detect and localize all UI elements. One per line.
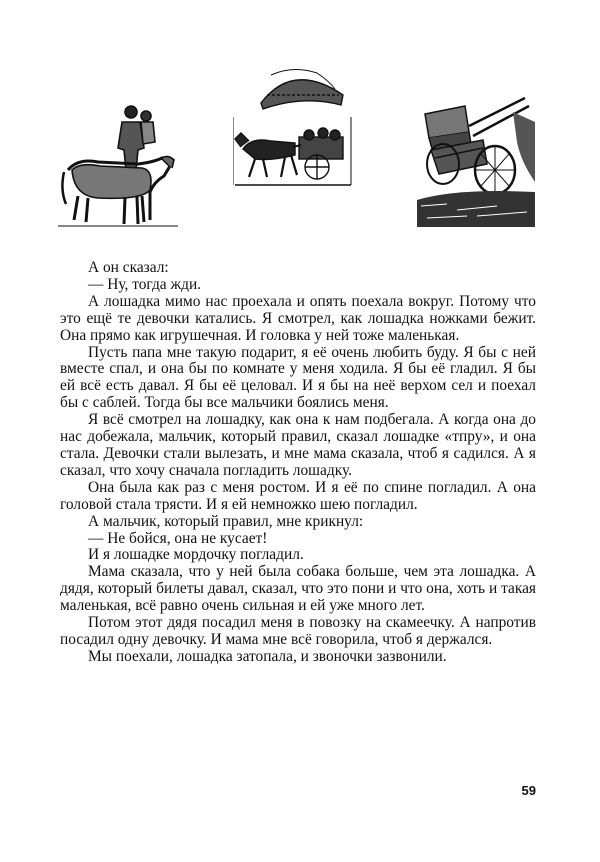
paragraph: А лошадка мимо нас проехала и опять поехала вокруг. Потому что это ещё те девочки катались. Я смотрел, как лошадка ножками бежит. Она прямо как игрушечная. И головка у ней тоже маленькая. — [60, 292, 536, 344]
page-number: 59 — [521, 783, 536, 798]
paragraph: Пусть папа мне такую подарит, я её очень любить буду. Я бы с ней вместе спал, и она бы по комнате у меня ходила. Я бы её гладил. Я бы ей всё есть давал. Я бы её целовал. И я бы на неё верхом сел и поехал бы с саблей. Тогда бы все мальчики боялись меня. — [60, 343, 536, 412]
paragraph: — Ну, тогда жди. — [88, 275, 202, 293]
paragraph: Мама сказала, что у ней была собака больше, чем эта лошадка. А дядя, который билеты давал, сказал, что это пони и что она, хоть и такая маленькая, всё равно очень сильная и ей уже много лет. — [60, 563, 536, 615]
illustration-row — [0, 0, 600, 250]
pony-cart-children-icon — [233, 65, 353, 190]
paragraph: — Не бойся, она не кусает! — [88, 529, 268, 547]
paragraph: А мальчик, который правил, мне крикнул: — [88, 512, 364, 530]
paragraph: Я всё смотрел на лошадку, как она к нам подбегала. А когда она до нас добежала, мальчик, который правил, сказал лошадке «тпру», и она стала. Девочки стали вылезать, и мне мама сказала, чтоб я садился. А я сказал, что хочу сначала погладить лошадку. — [60, 411, 536, 479]
paragraph: А он сказал: — [88, 259, 169, 276]
empty-carriage-icon — [417, 92, 535, 227]
paragraph: Мы поехали, лошадка затопала, и звоночки зазвонили. — [88, 647, 447, 665]
paragraph: И я лошадке мордочку погладил. — [88, 546, 304, 564]
paragraph: Потом этот дядя посадил меня в повозку на скамеечку. А напротив посадил одну девочку. И мама мне всё говорила, чтоб я держался. — [60, 614, 536, 648]
man-child-pony-icon — [58, 100, 178, 230]
story-text — [60, 260, 536, 666]
paragraph: Она была как раз с меня ростом. И я её по спине погладил. А она головой стала трясти. И я ей немножко шею погладил. — [60, 478, 536, 513]
